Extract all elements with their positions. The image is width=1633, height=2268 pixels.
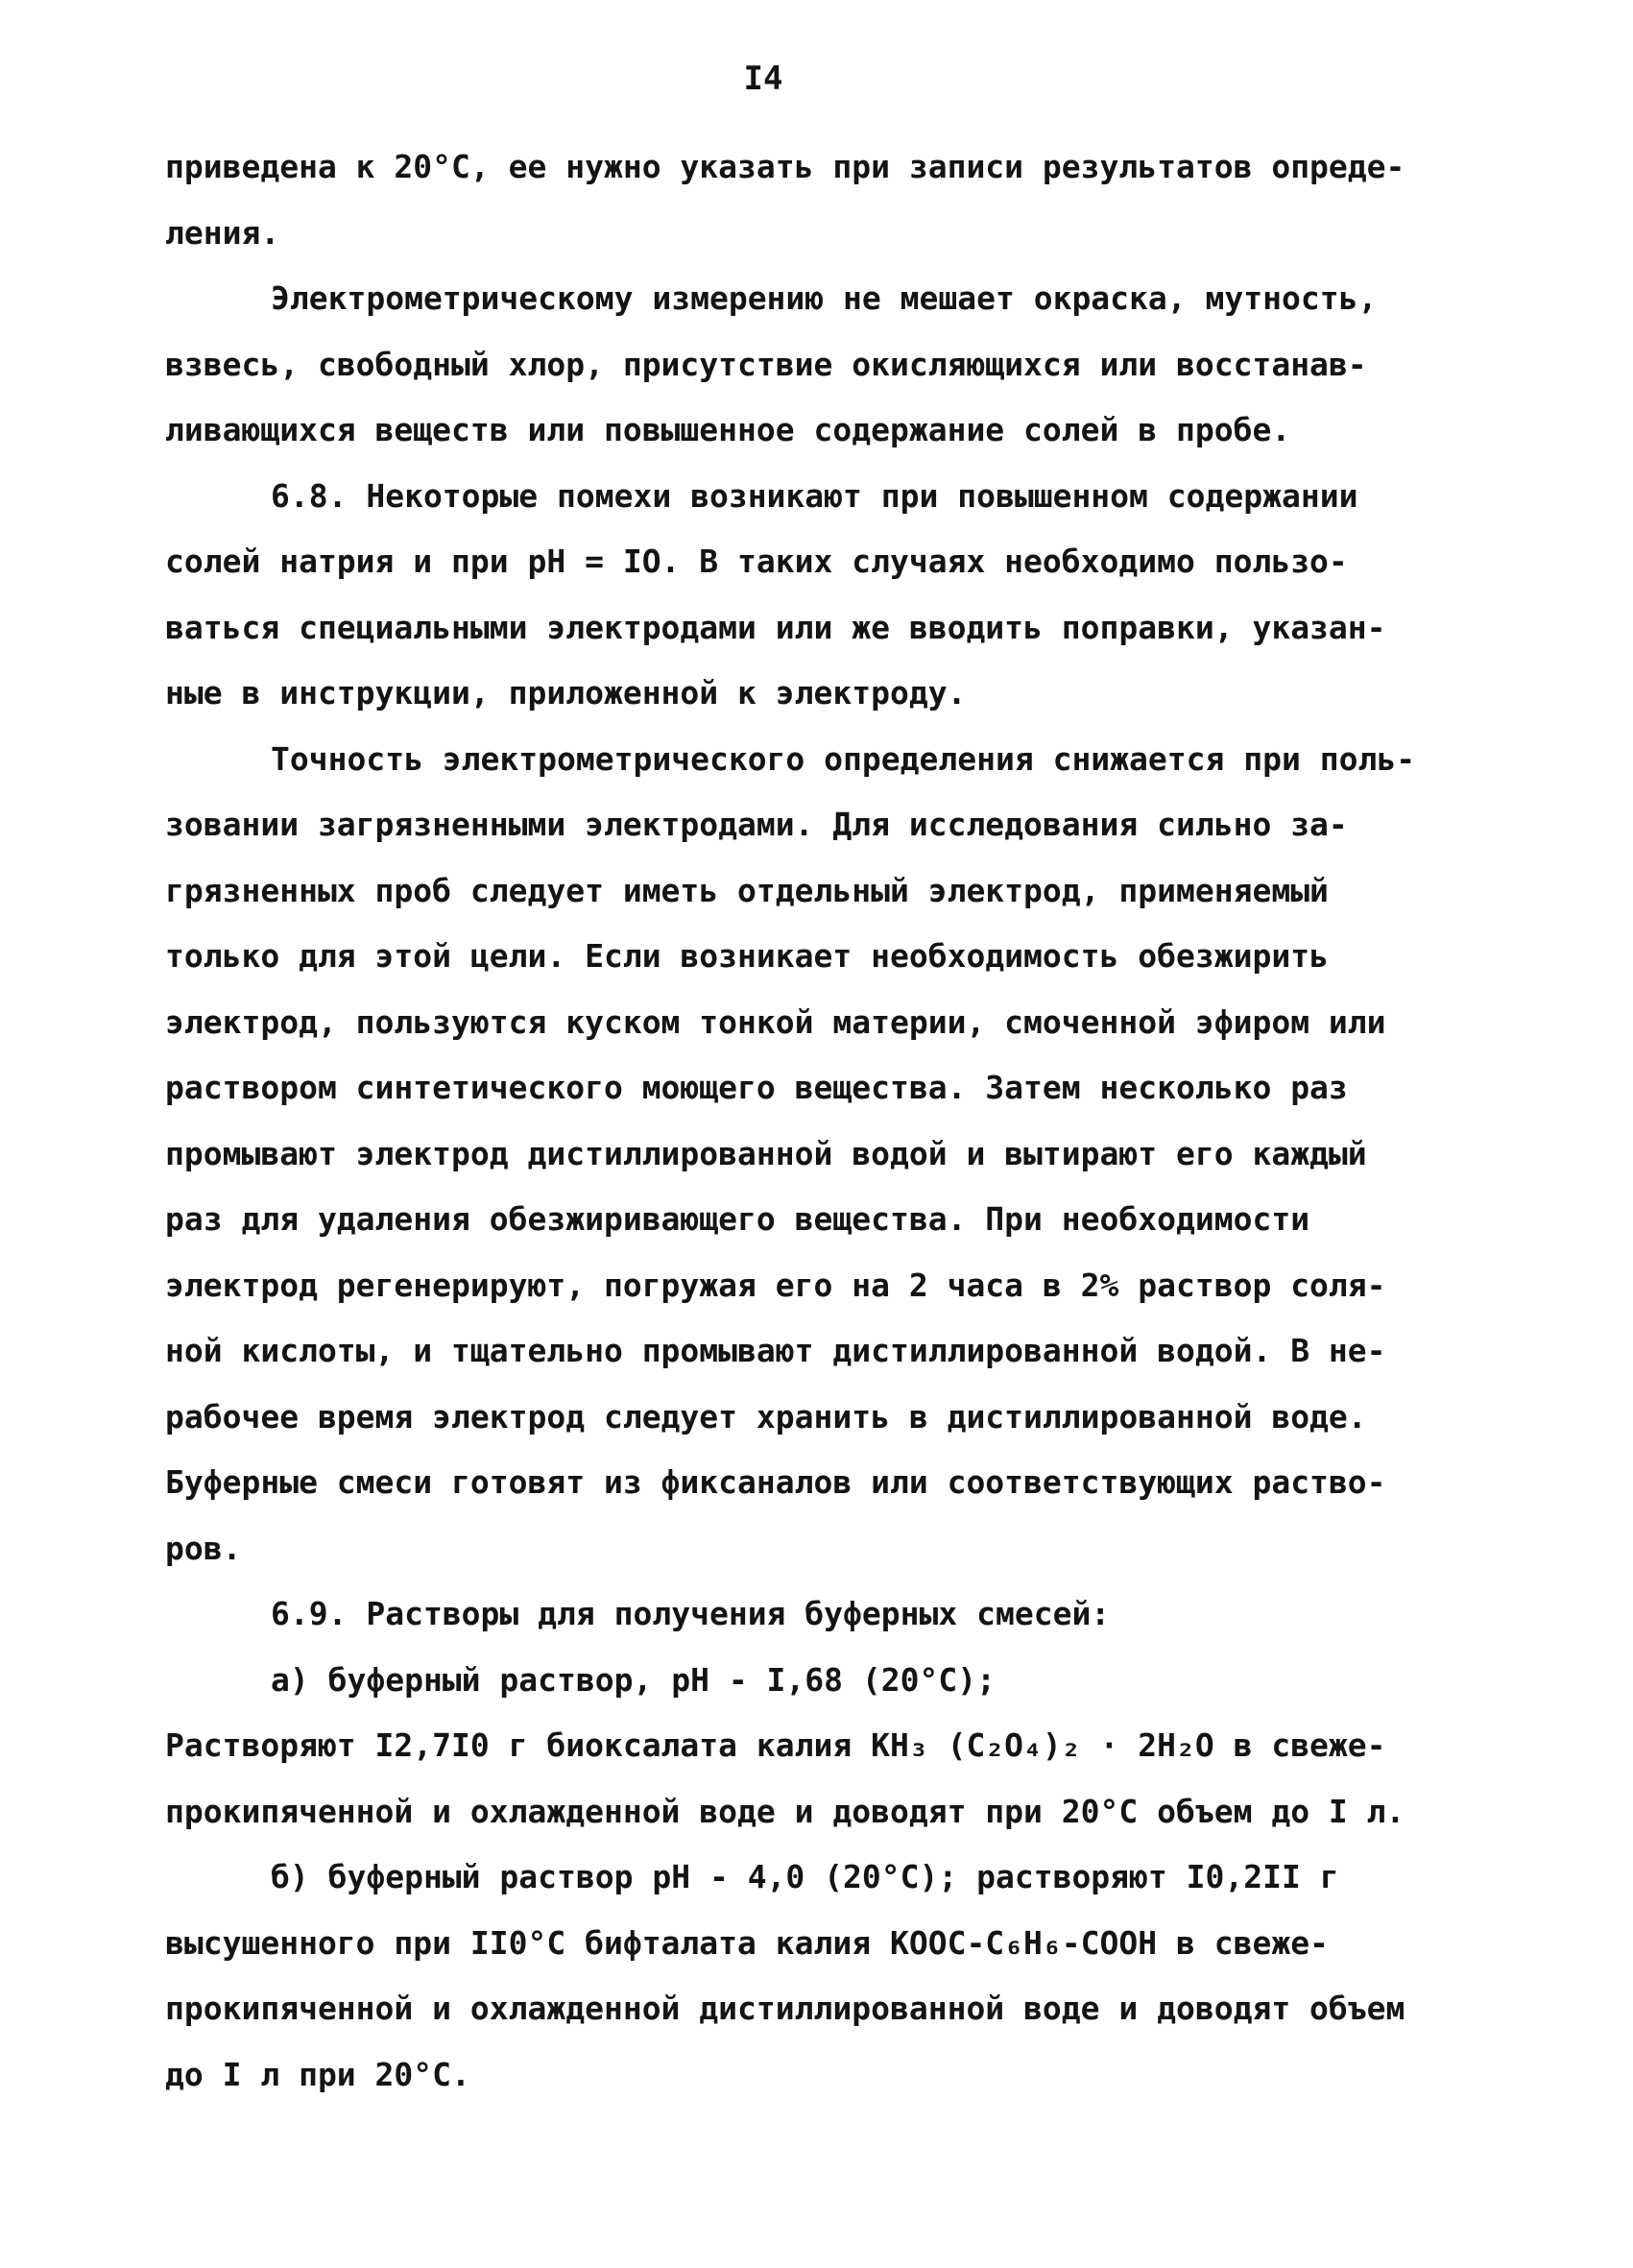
text-line: ной кислоты, и тщательно промывают дистиллированной водой. В не- <box>165 1332 1386 1369</box>
text-line: прокипяченной и охлажденной воде и доводят при 20°С объем до I л. <box>165 1792 1405 1830</box>
text-line: промывают электрод дистиллированной водой и вытирают его каждый <box>165 1134 1367 1172</box>
text-line: раствором синтетического моющего вещества. Затем несколько раз <box>165 1069 1348 1106</box>
text-line: 6.8. Некоторые помехи возникают при повышенном содержании <box>271 476 1358 515</box>
text-line: электрод регенерируют, погружая его на 2 часа в 2% раствор соля- <box>165 1266 1386 1304</box>
text-line: ные в инструкции, приложенной к электроду. <box>165 674 967 712</box>
text-line: высушенного при II0°С бифталата калия KOOC-C₆H₆-COOH в свеже- <box>165 1923 1329 1962</box>
text-line: раз для удаления обезжиривающего вещества. При необходимости <box>165 1200 1310 1238</box>
text-line: Электрометрическому измерению не мешает окраска, мутность, <box>271 279 1378 317</box>
text-line: только для этой цели. Если возникает необходимость обезжирить <box>165 937 1329 975</box>
text-line: ления. <box>165 213 280 252</box>
text-line: рабочее время электрод следует хранить в дистиллированной воде. <box>165 1397 1367 1436</box>
text-line: ваться специальными электродами или же вводить поправки, указан- <box>165 608 1386 646</box>
text-line: взвесь, свободный хлор, присутствие окисляющихся или восстанав- <box>165 345 1367 383</box>
text-line: зовании загрязненными электродами. Для исследования сильно за- <box>165 806 1348 843</box>
text-line: прокипяченной и охлажденной дистиллированной воде и доводят объем <box>165 1990 1405 2027</box>
text-line: а) буферный раствор, pH - I,68 (20°С); <box>271 1660 996 1699</box>
text-line: ров. <box>165 1529 242 1567</box>
text-line: Растворяют I2,7I0 г биоксалата калия KH₃ (C₂O₄)₂ · 2H₂O в свеже- <box>165 1726 1386 1764</box>
text-line: солей натрия и при pH = IO. В таких случаях необходимо пользо- <box>165 543 1348 580</box>
text-line: грязненных проб следует иметь отдельный электрод, применяемый <box>165 871 1329 909</box>
text-line: 6.9. Растворы для получения буферных смесей: <box>271 1595 1111 1632</box>
text-line: до I л при 20°С. <box>165 2055 470 2093</box>
text-line: б) буферный раствор pH - 4,0 (20°С); растворяют I0,2II г <box>271 1858 1339 1895</box>
text-line: Буферные смеси готовят из фиксаналов или соответствующих раство- <box>165 1463 1386 1501</box>
page-number: I4 <box>743 60 783 98</box>
text-line: Точность электрометрического определения снижается при поль- <box>271 739 1416 778</box>
text-line: ливающихся веществ или повышенное содержание солей в пробе. <box>165 411 1291 448</box>
text-line: электрод, пользуются куском тонкой материи, смоченной эфиром или <box>165 1002 1386 1041</box>
text-line: приведена к 20°С, ее нужно указать при записи результатов опреде- <box>165 148 1405 185</box>
body-text <box>165 134 1466 2108</box>
